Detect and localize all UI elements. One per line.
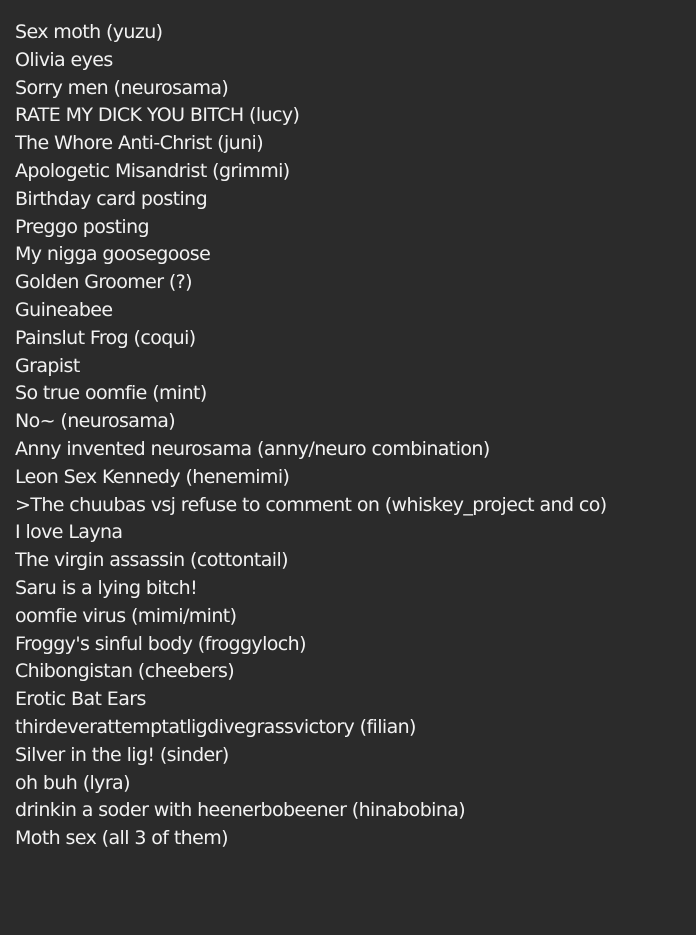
text-line: No~ (neurosama): [15, 410, 176, 433]
text-line: Birthday card posting: [15, 187, 208, 210]
text-line: Froggy's sinful body (froggyloch): [15, 632, 306, 655]
text-line: Grapist: [15, 354, 80, 377]
text-line: Leon Sex Kennedy (henemimi): [15, 465, 290, 488]
text-line: Painslut Frog (coqui): [15, 326, 196, 349]
text-line: Olivia eyes: [15, 48, 113, 71]
text-line: My nigga goosegoose: [15, 243, 211, 266]
text-line: Apologetic Misandrist (grimmi): [15, 159, 290, 182]
text-line: Sorry men (neurosama): [15, 76, 229, 99]
text-line: Chibongistan (cheebers): [15, 660, 235, 683]
text-line: The virgin assassin (cottontail): [15, 549, 288, 572]
text-line: Guineabee: [15, 298, 113, 321]
text-line: drinkin a soder with heenerbobeener (hinabobina): [15, 799, 466, 822]
text-line: Erotic Bat Ears: [15, 688, 146, 711]
text-line: Saru is a lying bitch!: [15, 576, 198, 599]
text-line: Golden Groomer (?): [15, 271, 192, 294]
text-line: Moth sex (all 3 of them): [15, 827, 228, 850]
text-line: thirdeverattemptatligdivegrassvictory (filian): [15, 715, 416, 738]
text-line: >The chuubas vsj refuse to comment on (whiskey_project and co): [15, 493, 607, 516]
text-line: The Whore Anti-Christ (juni): [15, 132, 264, 155]
text-line: RATE MY DICK YOU BITCH (lucy): [15, 104, 300, 127]
text-line: Anny invented neurosama (anny/neuro combination): [15, 437, 490, 460]
text-line: Sex moth (yuzu): [15, 21, 163, 43]
text-line: oh buh (lyra): [15, 771, 130, 794]
text-line: So true oomfie (mint): [15, 382, 207, 405]
text-line: Preggo posting: [15, 215, 150, 238]
text-line: oomfie virus (mimi/mint): [15, 604, 237, 627]
text-line: Silver in the lig! (sinder): [15, 743, 229, 766]
text-line: I love Layna: [15, 521, 123, 544]
